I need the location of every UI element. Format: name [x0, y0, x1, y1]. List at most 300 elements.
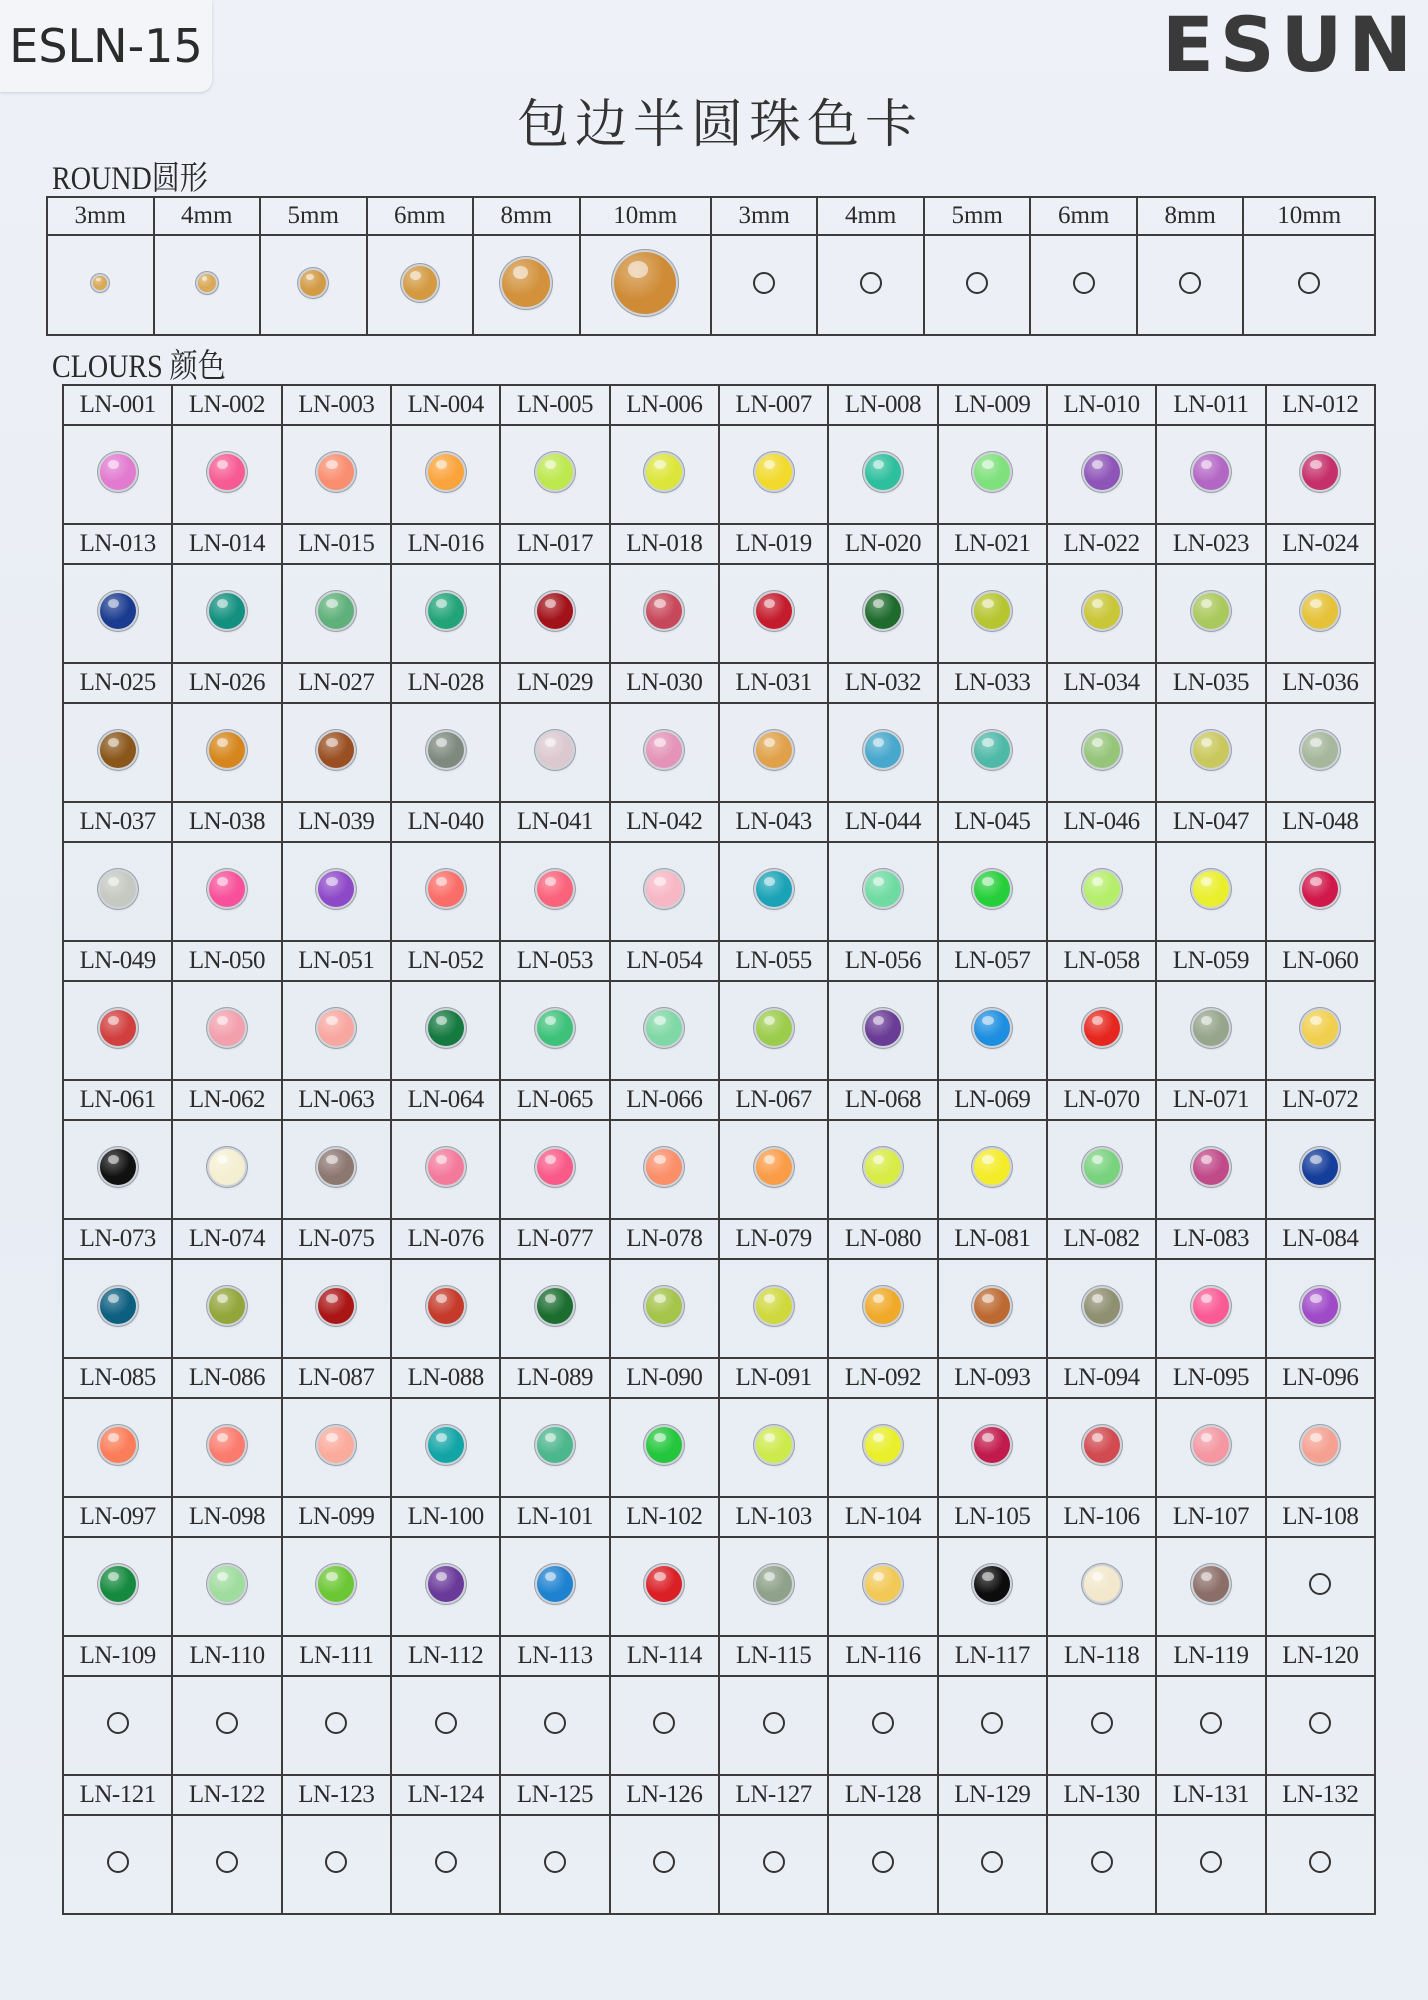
color-code-label: LN-118 [1047, 1636, 1156, 1676]
color-code-label: LN-109 [63, 1636, 172, 1676]
color-bead-cell [500, 981, 609, 1080]
color-bead-cell [1156, 1398, 1265, 1497]
empty-slot-icon [216, 1851, 238, 1873]
color-bead [1084, 1010, 1120, 1046]
color-bead-cell [828, 981, 937, 1080]
color-bead-cell [500, 564, 609, 663]
color-code-label: LN-052 [391, 941, 500, 981]
color-code-label: LN-045 [938, 802, 1047, 842]
color-bead-cell [172, 564, 281, 663]
color-bead-cell [172, 1120, 281, 1219]
color-code-row [63, 1080, 1375, 1120]
color-code-label: LN-096 [1266, 1358, 1375, 1398]
color-bead [209, 1010, 245, 1046]
color-code-label: LN-018 [610, 524, 719, 564]
color-code-label: LN-012 [1266, 385, 1375, 425]
color-code-label: LN-030 [610, 663, 719, 703]
color-bead-cell [282, 842, 391, 941]
color-bead-cell [500, 1120, 609, 1219]
color-bead [537, 1010, 573, 1046]
color-bead [100, 1288, 136, 1324]
color-bead-cell [1266, 1537, 1375, 1636]
color-bead-cell [391, 1537, 500, 1636]
color-code-label: LN-115 [719, 1636, 828, 1676]
color-bead-cell [500, 1259, 609, 1358]
color-code-label: LN-054 [610, 941, 719, 981]
color-code-label: LN-061 [63, 1080, 172, 1120]
color-bead [537, 1427, 573, 1463]
empty-slot-icon [435, 1851, 457, 1873]
empty-slot-icon [216, 1712, 238, 1734]
color-bead-cell [282, 981, 391, 1080]
color-code-label: LN-107 [1156, 1497, 1265, 1537]
color-bead-cell [938, 1815, 1047, 1914]
color-bead-cell [828, 1676, 937, 1775]
color-bead-cell [500, 1398, 609, 1497]
color-bead [318, 1566, 354, 1602]
color-bead-cell [1156, 1120, 1265, 1219]
glitter-bead-sample [93, 276, 107, 290]
size-label: 3mm [47, 197, 154, 235]
color-bead [209, 1288, 245, 1324]
color-bead [1302, 732, 1338, 768]
color-bead-cell [719, 1676, 828, 1775]
empty-slot-icon [872, 1851, 894, 1873]
color-bead-cell [1266, 425, 1375, 524]
color-bead-cell [282, 1676, 391, 1775]
color-bead-cell [63, 981, 172, 1080]
color-bead-cell [63, 1259, 172, 1358]
color-bead-cell [719, 1815, 828, 1914]
color-code-label: LN-063 [282, 1080, 391, 1120]
color-bead [1302, 1288, 1338, 1324]
color-code-row [63, 1636, 1375, 1676]
color-bead-row [63, 1537, 1375, 1636]
color-bead-cell [938, 425, 1047, 524]
color-code-label: LN-112 [391, 1636, 500, 1676]
color-bead [100, 1566, 136, 1602]
color-bead [100, 1427, 136, 1463]
color-bead-row [63, 1676, 1375, 1775]
color-code-label: LN-117 [938, 1636, 1047, 1676]
size-label: 6mm [367, 197, 474, 235]
color-code-label: LN-131 [1156, 1775, 1265, 1815]
color-bead [1084, 1427, 1120, 1463]
glitter-bead-sample [403, 266, 437, 300]
color-bead [974, 454, 1010, 490]
color-code-label: LN-002 [172, 385, 281, 425]
color-bead-cell [1266, 1398, 1375, 1497]
color-bead [646, 1566, 682, 1602]
color-bead [1193, 454, 1229, 490]
color-bead-cell [828, 1815, 937, 1914]
color-bead-cell [63, 842, 172, 941]
color-bead-cell [391, 564, 500, 663]
empty-slot-icon [653, 1712, 675, 1734]
color-bead-cell [719, 1259, 828, 1358]
color-code-label: LN-015 [282, 524, 391, 564]
empty-slot-icon [860, 272, 882, 294]
color-bead [537, 1566, 573, 1602]
color-code-label: LN-032 [828, 663, 937, 703]
color-bead-cell [828, 842, 937, 941]
color-code-label: LN-125 [500, 1775, 609, 1815]
color-code-label: LN-111 [282, 1636, 391, 1676]
color-code-label: LN-114 [610, 1636, 719, 1676]
color-bead-row [63, 564, 1375, 663]
color-bead-cell [938, 1120, 1047, 1219]
color-bead-cell [610, 564, 719, 663]
color-bead [865, 1010, 901, 1046]
color-code-label: LN-101 [500, 1497, 609, 1537]
color-bead [1084, 1288, 1120, 1324]
color-bead-cell [172, 425, 281, 524]
color-bead-cell [828, 703, 937, 802]
round-section-label: ROUND圆形 [52, 161, 208, 197]
color-bead [1302, 871, 1338, 907]
color-bead [209, 454, 245, 490]
color-code-label: LN-024 [1266, 524, 1375, 564]
color-bead-cell [172, 1259, 281, 1358]
page-title: 包边半圆珠色卡 [516, 95, 923, 155]
color-code-label: LN-069 [938, 1080, 1047, 1120]
color-bead-cell [391, 1398, 500, 1497]
color-bead-cell [282, 1120, 391, 1219]
color-code-label: LN-040 [391, 802, 500, 842]
color-bead [865, 871, 901, 907]
color-code-label: LN-049 [63, 941, 172, 981]
color-code-label: LN-033 [938, 663, 1047, 703]
color-bead [1084, 1149, 1120, 1185]
color-bead-cell [172, 1537, 281, 1636]
color-bead-cell [719, 842, 828, 941]
color-code-label: LN-037 [63, 802, 172, 842]
size-sample-cell [1030, 235, 1137, 335]
color-bead-cell [1047, 703, 1156, 802]
color-code-label: LN-068 [828, 1080, 937, 1120]
color-bead-cell [1047, 425, 1156, 524]
color-bead [974, 1149, 1010, 1185]
size-sample-cell [260, 235, 367, 335]
glitter-bead-sample [300, 270, 326, 296]
color-bead-cell [719, 564, 828, 663]
color-bead-cell [828, 1120, 937, 1219]
color-bead-cell [1266, 703, 1375, 802]
color-bead-cell [1047, 981, 1156, 1080]
color-code-label: LN-084 [1266, 1219, 1375, 1259]
color-bead-cell [719, 981, 828, 1080]
size-sample-cell [367, 235, 474, 335]
color-bead [428, 1566, 464, 1602]
color-bead-cell [828, 1259, 937, 1358]
size-label: 8mm [1137, 197, 1244, 235]
color-bead-cell [282, 1398, 391, 1497]
color-bead [646, 1427, 682, 1463]
color-code-row [63, 1775, 1375, 1815]
color-code-label: LN-014 [172, 524, 281, 564]
color-bead [1193, 1288, 1229, 1324]
color-bead [1193, 871, 1229, 907]
color-code-label: LN-130 [1047, 1775, 1156, 1815]
color-bead [1193, 732, 1229, 768]
color-bead [1193, 1566, 1229, 1602]
size-sample-cell [1137, 235, 1244, 335]
color-bead [756, 1566, 792, 1602]
color-code-label: LN-094 [1047, 1358, 1156, 1398]
size-label: 4mm [154, 197, 261, 235]
color-bead [646, 1288, 682, 1324]
color-bead-cell [1156, 703, 1265, 802]
color-bead-cell [828, 1398, 937, 1497]
size-label: 6mm [1030, 197, 1137, 235]
color-code-label: LN-119 [1156, 1636, 1265, 1676]
color-code-label: LN-091 [719, 1358, 828, 1398]
color-code-label: LN-042 [610, 802, 719, 842]
color-code-label: LN-102 [610, 1497, 719, 1537]
size-label: 5mm [924, 197, 1031, 235]
color-bead-cell [1156, 842, 1265, 941]
color-bead [1302, 1427, 1338, 1463]
color-code-row [63, 524, 1375, 564]
color-bead-cell [1156, 564, 1265, 663]
color-bead-row [63, 842, 1375, 941]
size-sample-cell [924, 235, 1031, 335]
size-sample-cell [711, 235, 818, 335]
empty-slot-icon [107, 1712, 129, 1734]
color-bead-row [63, 981, 1375, 1080]
color-code-label: LN-072 [1266, 1080, 1375, 1120]
color-bead [1302, 1149, 1338, 1185]
color-bead-cell [938, 1537, 1047, 1636]
size-label: 10mm [1243, 197, 1375, 235]
color-bead-cell [1156, 1676, 1265, 1775]
color-code-label: LN-010 [1047, 385, 1156, 425]
color-bead-cell [172, 1398, 281, 1497]
empty-slot-icon [966, 272, 988, 294]
color-code-label: LN-089 [500, 1358, 609, 1398]
color-code-label: LN-001 [63, 385, 172, 425]
color-code-row [63, 802, 1375, 842]
color-code-label: LN-097 [63, 1497, 172, 1537]
color-bead [100, 871, 136, 907]
size-sample-cell [1243, 235, 1375, 335]
color-bead-cell [282, 564, 391, 663]
empty-slot-icon [435, 1712, 457, 1734]
color-bead [537, 871, 573, 907]
color-code-label: LN-005 [500, 385, 609, 425]
empty-slot-icon [107, 1851, 129, 1873]
color-bead-cell [1266, 981, 1375, 1080]
color-bead [428, 1149, 464, 1185]
color-code-label: LN-022 [1047, 524, 1156, 564]
color-code-label: LN-113 [500, 1636, 609, 1676]
empty-slot-icon [1200, 1712, 1222, 1734]
color-bead-row [63, 1398, 1375, 1497]
color-code-row [63, 1358, 1375, 1398]
color-code-label: LN-106 [1047, 1497, 1156, 1537]
empty-slot-icon [544, 1851, 566, 1873]
color-code-label: LN-116 [828, 1636, 937, 1676]
empty-slot-icon [872, 1712, 894, 1734]
color-bead-cell [63, 1815, 172, 1914]
color-code-label: LN-076 [391, 1219, 500, 1259]
color-bead [100, 593, 136, 629]
color-code-label: LN-044 [828, 802, 937, 842]
empty-slot-icon [1309, 1712, 1331, 1734]
color-bead [865, 732, 901, 768]
color-code-label: LN-127 [719, 1775, 828, 1815]
color-code-label: LN-122 [172, 1775, 281, 1815]
product-code-badge: ESLN-15 [0, 0, 212, 92]
color-bead-cell [282, 1537, 391, 1636]
color-code-label: LN-126 [610, 1775, 719, 1815]
round-size-header-row [47, 197, 1375, 235]
color-code-label: LN-093 [938, 1358, 1047, 1398]
color-code-row [63, 1219, 1375, 1259]
color-code-label: LN-086 [172, 1358, 281, 1398]
empty-slot-icon [1091, 1851, 1113, 1873]
color-code-label: LN-062 [172, 1080, 281, 1120]
glitter-bead-sample [198, 274, 216, 292]
color-bead-cell [610, 1815, 719, 1914]
color-bead-cell [1047, 1398, 1156, 1497]
color-code-label: LN-048 [1266, 802, 1375, 842]
empty-slot-icon [1309, 1573, 1331, 1595]
color-bead [756, 1288, 792, 1324]
empty-slot-icon [1073, 272, 1095, 294]
color-bead-cell [1156, 425, 1265, 524]
color-bead-cell [1266, 1259, 1375, 1358]
color-bead-cell [500, 703, 609, 802]
color-bead-cell [500, 425, 609, 524]
color-code-label: LN-051 [282, 941, 391, 981]
color-bead-cell [172, 703, 281, 802]
color-code-label: LN-003 [282, 385, 391, 425]
color-bead-cell [391, 425, 500, 524]
color-bead-cell [719, 703, 828, 802]
color-code-label: LN-039 [282, 802, 391, 842]
color-bead-cell [282, 425, 391, 524]
color-bead [865, 1427, 901, 1463]
color-code-label: LN-013 [63, 524, 172, 564]
color-code-label: LN-123 [282, 1775, 391, 1815]
color-bead-cell [938, 1398, 1047, 1497]
color-bead-cell [828, 564, 937, 663]
colors-section-label: CLOURS 颜色 [52, 349, 226, 385]
color-code-label: LN-026 [172, 663, 281, 703]
empty-slot-icon [1298, 272, 1320, 294]
empty-slot-icon [1179, 272, 1201, 294]
color-bead-cell [282, 1259, 391, 1358]
empty-slot-icon [763, 1851, 785, 1873]
size-label: 5mm [260, 197, 367, 235]
empty-slot-icon [544, 1712, 566, 1734]
color-code-label: LN-028 [391, 663, 500, 703]
color-bead-cell [63, 425, 172, 524]
color-code-label: LN-108 [1266, 1497, 1375, 1537]
color-bead [646, 454, 682, 490]
color-code-label: LN-047 [1156, 802, 1265, 842]
color-code-label: LN-053 [500, 941, 609, 981]
color-bead [318, 1288, 354, 1324]
size-label: 4mm [817, 197, 924, 235]
color-bead-cell [391, 842, 500, 941]
colors-table [62, 384, 1376, 1915]
color-code-label: LN-056 [828, 941, 937, 981]
color-bead [318, 1149, 354, 1185]
color-bead [100, 732, 136, 768]
color-code-label: LN-124 [391, 1775, 500, 1815]
size-sample-cell [473, 235, 580, 335]
color-bead-cell [719, 425, 828, 524]
color-code-label: LN-098 [172, 1497, 281, 1537]
empty-slot-icon [981, 1712, 1003, 1734]
color-bead-cell [63, 1120, 172, 1219]
color-bead [756, 1149, 792, 1185]
color-bead [537, 1288, 573, 1324]
color-bead [100, 1010, 136, 1046]
color-bead-cell [1266, 1120, 1375, 1219]
color-bead [428, 732, 464, 768]
color-bead [646, 1010, 682, 1046]
color-bead [646, 1149, 682, 1185]
empty-slot-icon [981, 1851, 1003, 1873]
color-bead [756, 454, 792, 490]
color-code-label: LN-055 [719, 941, 828, 981]
color-code-label: LN-079 [719, 1219, 828, 1259]
color-bead [865, 593, 901, 629]
color-bead-cell [1266, 1815, 1375, 1914]
color-bead-cell [1156, 1259, 1265, 1358]
color-bead-row [63, 425, 1375, 524]
color-code-label: LN-085 [63, 1358, 172, 1398]
color-code-label: LN-071 [1156, 1080, 1265, 1120]
color-bead-cell [1156, 981, 1265, 1080]
color-bead-cell [938, 703, 1047, 802]
color-code-label: LN-058 [1047, 941, 1156, 981]
color-bead-cell [610, 842, 719, 941]
empty-slot-icon [763, 1712, 785, 1734]
color-bead [646, 732, 682, 768]
color-code-label: LN-070 [1047, 1080, 1156, 1120]
color-bead [974, 1566, 1010, 1602]
color-bead-cell [610, 703, 719, 802]
color-bead-cell [391, 703, 500, 802]
color-bead-cell [63, 703, 172, 802]
color-code-label: LN-121 [63, 1775, 172, 1815]
color-bead [865, 1566, 901, 1602]
color-code-label: LN-031 [719, 663, 828, 703]
color-code-label: LN-132 [1266, 1775, 1375, 1815]
color-code-label: LN-029 [500, 663, 609, 703]
color-bead [209, 732, 245, 768]
color-code-label: LN-020 [828, 524, 937, 564]
color-code-label: LN-006 [610, 385, 719, 425]
color-code-label: LN-075 [282, 1219, 391, 1259]
color-bead [974, 871, 1010, 907]
color-code-label: LN-073 [63, 1219, 172, 1259]
color-bead-cell [391, 1815, 500, 1914]
color-bead [428, 871, 464, 907]
color-bead [646, 871, 682, 907]
glitter-bead-sample [502, 259, 550, 307]
color-bead [318, 871, 354, 907]
color-code-label: LN-110 [172, 1636, 281, 1676]
color-bead-cell [391, 1120, 500, 1219]
color-bead-cell [828, 1537, 937, 1636]
color-bead-cell [938, 981, 1047, 1080]
color-bead-cell [938, 564, 1047, 663]
